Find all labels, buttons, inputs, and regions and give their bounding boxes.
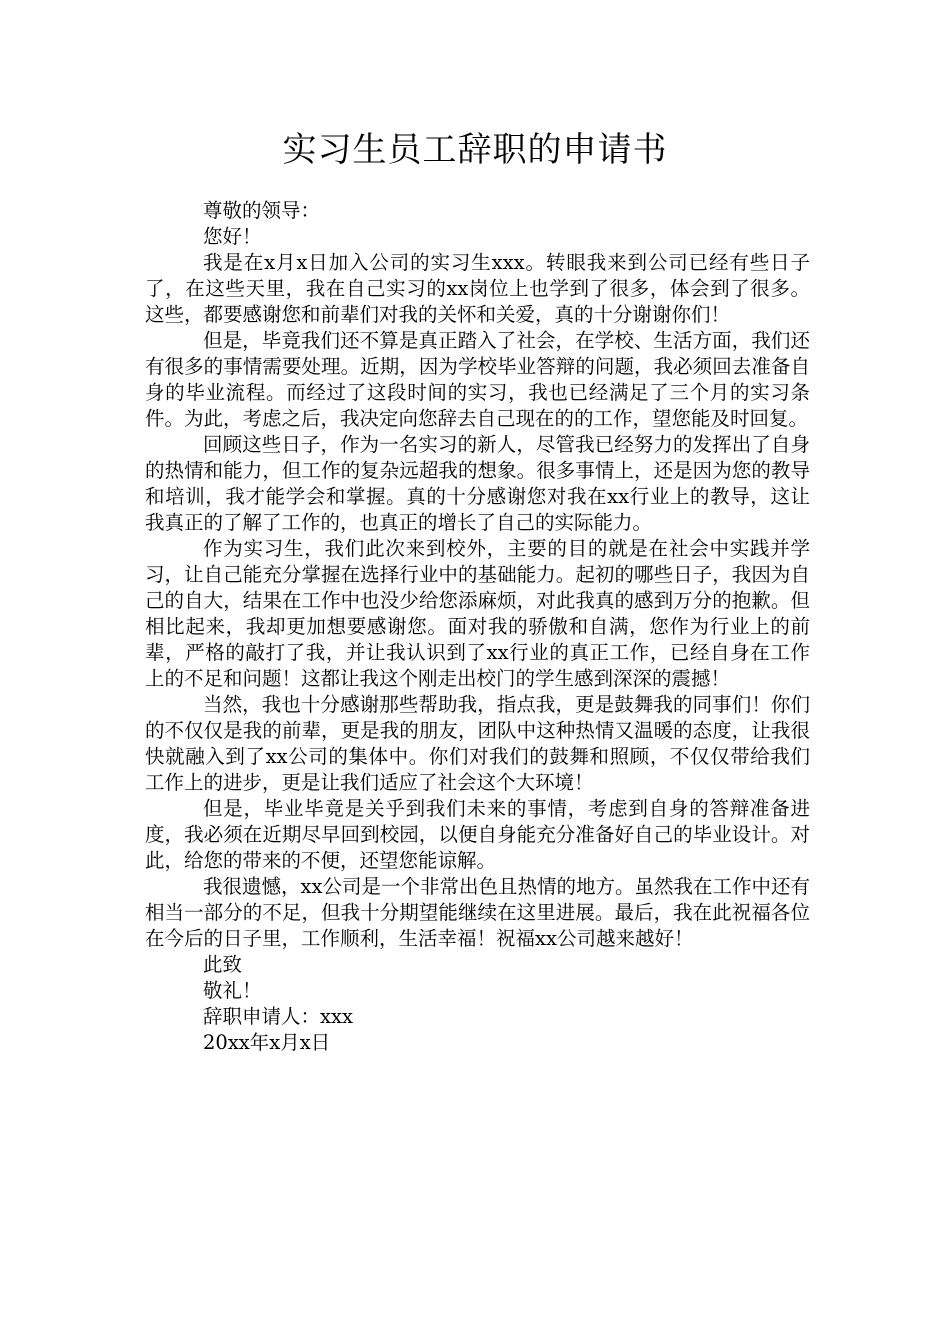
signature-line: 辞职申请人：xxx	[203, 1005, 353, 1028]
greeting: 您好！	[203, 225, 262, 248]
letter-body	[145, 198, 810, 1056]
paragraph-4: 作为实习生，我们此次来到校外，主要的目的就是在社会中实践并学习，让自己能充分掌握在选择行业中的基础能力。起初的哪些日子，我因为自己的自大，结果在工作中也没少给您添麻烦，对此我真的感到万分的抱歉。但相比起来，我却更加想要感谢您。面对我的骄傲和自满，您作为行业上的前辈，严格的敲打了我，并让我认识到了xx行业的真正工作，已经自身在工作上的不足和问题！这都让我这个刚走出校门的学生感到深深的震撼！	[145, 537, 810, 690]
date-line: 20xx年x月x日	[203, 1031, 331, 1054]
closing-line-1: 此致	[203, 953, 243, 976]
salutation: 尊敬的领导：	[203, 199, 321, 222]
closing-line-2: 敬礼！	[203, 979, 262, 1002]
paragraph-1: 我是在x月x日加入公司的实习生xxx。转眼我来到公司已经有些日子了，在这些天里，我在自己实习的xx岗位上也学到了很多，体会到了很多。这些，都要感谢您和前辈们对我的关怀和关爱，真的十分谢谢你们！	[145, 251, 810, 326]
paragraph-2: 但是，毕竟我们还不算是真正踏入了社会，在学校、生活方面，我们还有很多的事情需要处理。近期，因为学校毕业答辩的问题，我必须回去准备自身的毕业流程。而经过了这段时间的实习，我也已经满足了三个月的实习条件。为此，考虑之后，我决定向您辞去自己现在的的工作，望您能及时回复。	[145, 329, 810, 430]
paragraph-7: 我很遗憾，xx公司是一个非常出色且热情的地方。虽然我在工作中还有相当一部分的不足，但我十分期望能继续在这里进展。最后，我在此祝福各位在今后的日子里，工作顺利，生活幸福！祝福xx公司越来越好！	[145, 875, 810, 950]
paragraph-6: 但是，毕业毕竟是关乎到我们未来的事情，考虑到自身的答辩准备进度，我必须在近期尽早回到校园，以便自身能充分准备好自己的毕业设计。对此，给您的带来的不便，还望您能谅解。	[145, 797, 810, 872]
document-title: 实习生员工辞职的申请书	[282, 130, 668, 170]
paragraph-5: 当然，我也十分感谢那些帮助我，指点我，更是鼓舞我的同事们！你们的不仅仅是我的前辈，更是我的朋友，团队中这种热情又温暖的态度，让我很快就融入到了xx公司的集体中。你们对我们的鼓舞和照顾，不仅仅带给我们工作上的进步，更是让我们适应了社会这个大环境！	[145, 693, 810, 794]
paragraph-3: 回顾这些日子，作为一名实习的新人，尽管我已经努力的发挥出了自身的热情和能力，但工作的复杂远超我的想象。很多事情上，还是因为您的教导和培训，我才能学会和掌握。真的十分感谢您对我在xx行业上的教导，这让我真正的了解了工作的，也真正的增长了自己的实际能力。	[145, 433, 810, 534]
